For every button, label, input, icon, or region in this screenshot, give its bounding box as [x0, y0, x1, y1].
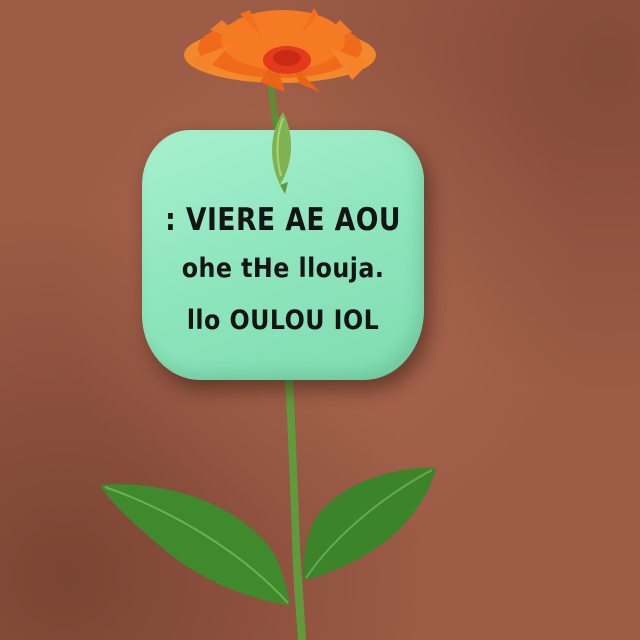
- orange-daisy-icon: [184, 8, 376, 92]
- right-leaf: [304, 468, 436, 580]
- left-leaf: [100, 484, 290, 605]
- sign-text-line-2: ohe tHe llouja.: [181, 253, 385, 284]
- mint-speech-sign: [142, 130, 424, 380]
- sign-text-line-3: llo OULOU IOL: [186, 305, 380, 336]
- sign-text-line-1: : VIERE AE AOU: [165, 202, 401, 238]
